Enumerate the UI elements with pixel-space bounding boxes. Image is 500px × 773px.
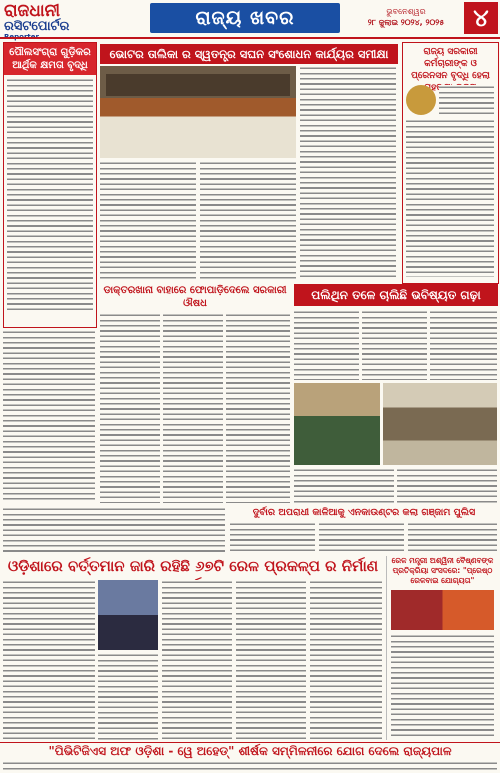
logo-title: ରାଜଧାନୀ [4,1,61,21]
meeting-photo [100,66,296,158]
railway-body-1 [3,580,95,740]
policy-headline: ପୌଲସଂଗ୍ରା ଗୁଡ଼ିକର ଆର୍ଥିକ କ୍ଷମତା ବୃଦ୍ଧି [4,43,96,75]
doctor-body-1 [100,313,160,503]
doctor-body-3 [226,313,290,503]
policy-body [7,78,93,313]
rail-side-body [391,634,494,738]
logo-subtitle: ରସିଟପୋର୍ଟର [4,19,70,34]
newspaper-logo [4,3,90,33]
school-photo-2 [383,383,497,465]
polythene-headline: ପଲିଥିନ ତଳେ ଚାଲିଛି ଭବିଷ୍ୟତ ଗଢ଼ା [294,284,498,306]
dateline [352,6,460,28]
photo-backdrop [106,74,290,96]
railway-body-2 [98,653,158,740]
crime-body-2 [319,522,404,552]
voter-list-body-3 [300,66,396,281]
railway-headline: ଓଡ଼ିଶାରେ ବର୍ତ୍ତମାନ ଜାରି ରହିଛି ୬୭ଟି ରେଳ ପ୍ରକଳ୍ପ ର ନିର୍ମାଣ [7,557,379,575]
polythene-body-5 [397,468,497,503]
voter-list-headline: ଭୋଟର ତାଲିକା ର ସ୍ୱତନ୍ତ୍ର ସଘନ ସଂଶୋଧନ କାର୍ଯ୍ୟର ସମୀକ୍ଷା [100,44,398,64]
doctor-headline: ଡାକ୍ତରଖାନା ବାହାରେ ଫୋପାଡ଼ିଦେଲେ ସରକାରୀ ଔଷଧ [103,285,287,309]
crime-body-1 [230,522,315,552]
minister-photo [98,580,158,650]
polythene-body-4 [294,468,394,503]
govt-body-1 [439,85,494,115]
page-number: ୪ [464,2,498,34]
governor-rule [0,742,500,743]
govt-body-2 [406,119,494,277]
school-photo-1 [294,383,380,465]
dateline-day: ଭୁବନେଶ୍ୱର [386,7,426,16]
dateline-date: ୨୮ ଜୁଲାଇ ୨୦୨୪, ୨୦୨୫ [367,18,445,27]
railway-body-3 [162,580,232,740]
portrait-photo [406,85,436,115]
governor-headline: "ପିଭିଟିଜିଏସ ଅଫ ଓଡ଼ିଶା - ୱେ ଅହେଡ୍" ଶୀର୍ଷକ ସମ୍ମିଳନୀରେ ଯୋଗ ଦେଲେ ରାଜ୍ୟପାଳ [48,744,452,758]
left-lower-body [3,507,225,552]
crime-headline: ଦୁର୍ବାର ଅପରାଧୀ କାଳିଆକୁ ଏନକାଉଣ୍ଟର କଲା ଗଞ୍ଜାମ ପୁଲିସ [252,507,476,518]
voter-list-body-2 [200,161,296,281]
railway-body-5 [310,580,382,740]
railway-body-4 [236,580,306,740]
masthead-rule [0,37,500,39]
polythene-body-2 [362,310,427,380]
governor-body [3,761,497,773]
rail-side-box [386,556,498,740]
section-title: ରାଜ୍ୟ ଖବର [150,3,340,33]
crime-body-3 [408,522,497,552]
doctor-body-2 [163,313,223,503]
polythene-body-3 [430,310,497,380]
voter-list-body-1 [100,161,196,281]
masthead [0,0,500,38]
rail-side-headline: ରେଳ ମନ୍ତ୍ରୀ ଅଶ୍ୱିନୀ ବୈଷ୍ଣବଙ୍କ ପ୍ରତିକ୍ରିୟା ସଂସଦରେ: "ପ୍ରେଷ୍ଠ ରେଳବାଇ ଯୋଗ୍ୟତା" [391,556,494,585]
govt-headline: ରାଜ୍ୟ ସରକାରୀ କର୍ମଚାରୀଙ୍କ ଓ ପ୍ରେନସନ ବୃଦ୍ଧି ହେଲା [411,47,490,81]
train-photo [391,590,494,630]
polythene-body-1 [294,310,359,380]
policy-box [3,42,97,328]
left-column-body [3,330,95,503]
govt-box [402,42,499,284]
